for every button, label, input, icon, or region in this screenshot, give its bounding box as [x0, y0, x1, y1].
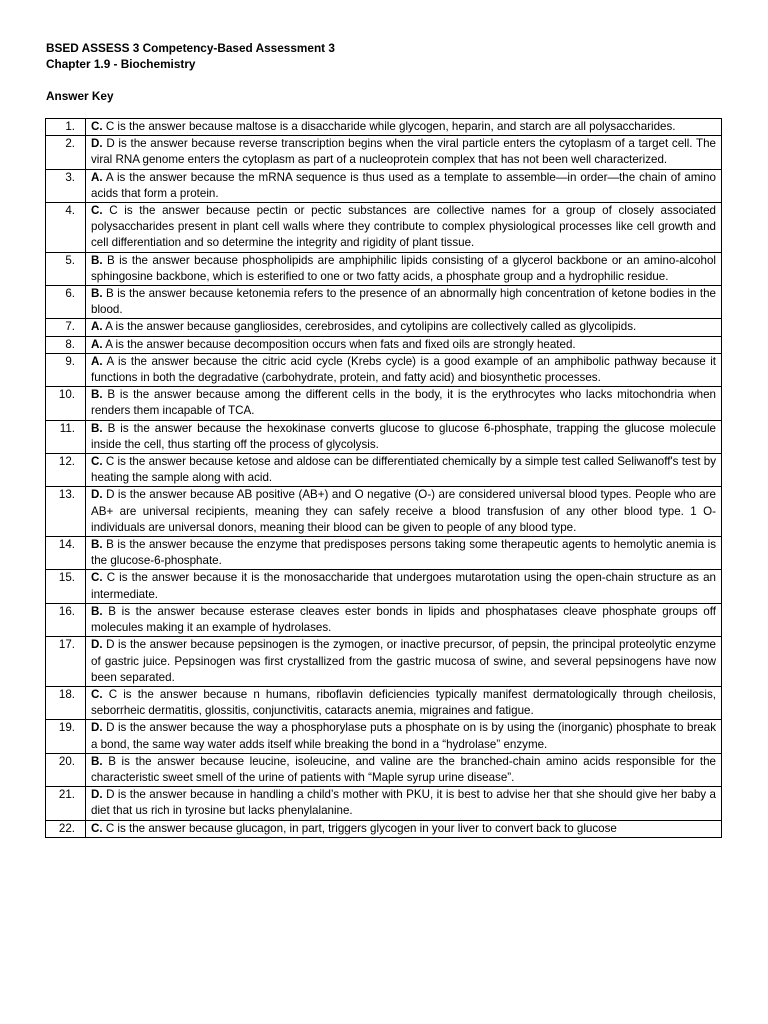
answer-row — [46, 637, 722, 687]
answer-row — [46, 136, 722, 169]
answer-letter: A. — [91, 320, 103, 334]
answer-explanation — [86, 820, 722, 837]
answer-letter: D. — [91, 488, 103, 502]
answer-explanation — [86, 787, 722, 820]
answer-row — [46, 753, 722, 786]
answer-number: 8. — [46, 336, 86, 353]
chapter-title: Chapter 1.9 - Biochemistry — [46, 57, 196, 71]
course-title: BSED ASSESS 3 Competency-Based Assessment 3 — [46, 41, 335, 55]
answer-letter: A. — [91, 354, 103, 368]
answer-number: 2. — [46, 136, 86, 169]
answer-text: D is the answer because pepsinogen is the zymogen, or inactive precursor, of pepsin, the principal proteolytic enzyme of gastric juice. Pepsinogen was first crystallized from the gastric mucosa of swine, and several pepsinogens have now been separated. — [91, 638, 716, 684]
answer-number: 18. — [46, 686, 86, 719]
answer-text: C is the answer because pectin or pectic substances are collective names for a group of closely associated polysaccharides present in plant cell walls where they contribute to complex physiological processes like cell growth and cell differentiation and so determine the integrity and rigidity of plant tissue. — [91, 204, 716, 250]
answer-number: 15. — [46, 570, 86, 603]
answer-letter: C. — [91, 821, 103, 835]
answer-letter: C. — [91, 120, 103, 133]
answer-number: 21. — [46, 787, 86, 820]
answer-text: B is the answer because phospholipids are amphiphilic lipids consisting of a glycerol backbone or an amino-alcohol sphingosine backbone, which is esterified to one or two fatty acids, a phosphate group and a hydrophilic residue. — [91, 253, 716, 283]
answer-explanation — [86, 603, 722, 636]
answer-letter: D. — [91, 788, 103, 802]
answer-explanation — [86, 753, 722, 786]
answer-text: B is the answer because esterase cleaves ester bonds in lipids and phosphatases cleave phosphate groups off molecules making it an example of hydrolases. — [91, 604, 716, 635]
answer-number: 13. — [46, 487, 86, 537]
section-title: Answer Key — [46, 89, 114, 103]
answer-letter: B. — [91, 604, 103, 618]
answer-text: B is the answer because the hexokinase converts glucose to glucose 6-phosphate, trapping the glucose molecule inside the cell, thus starting off the process of glycolysis. — [91, 421, 716, 451]
answer-letter: D. — [91, 721, 103, 735]
answer-explanation — [86, 119, 722, 136]
answer-explanation — [86, 420, 722, 453]
answer-number: 7. — [46, 319, 86, 336]
answer-letter: C. — [91, 687, 103, 701]
answer-explanation — [86, 169, 722, 202]
answer-explanation — [86, 252, 722, 285]
answer-number: 4. — [46, 203, 86, 253]
answer-explanation — [86, 336, 722, 353]
answer-number: 6. — [46, 286, 86, 319]
answer-row — [46, 454, 722, 487]
answer-number: 1. — [46, 119, 86, 136]
answer-explanation — [86, 286, 722, 319]
answer-text: C is the answer because maltose is a disaccharide while glycogen, heparin, and starch are all polysaccharides. — [105, 120, 676, 133]
answer-row — [46, 169, 722, 202]
answer-row — [46, 420, 722, 453]
answer-number: 3. — [46, 169, 86, 202]
answer-row — [46, 387, 722, 420]
answer-text: B is the answer because the enzyme that predisposes persons taking some therapeutic agents to hemolytic anemia is the glucose-6-phosphate. — [91, 538, 716, 568]
answer-explanation — [86, 686, 722, 719]
answer-explanation — [86, 487, 722, 537]
answer-row — [46, 487, 722, 537]
answer-text: C is the answer because glucagon, in part, triggers glycogen in your liver to convert back to glucose — [105, 821, 617, 835]
answer-text: C is the answer because ketose and aldose can be differentiated chemically by a simple test called Seliwanoff's test by heating the sample along with acid. — [91, 455, 716, 485]
answer-number: 19. — [46, 720, 86, 753]
answer-letter: B. — [91, 421, 103, 435]
document-header — [46, 40, 335, 72]
answer-row — [46, 336, 722, 353]
answer-number: 10. — [46, 387, 86, 420]
answer-key-table — [45, 118, 722, 838]
answer-letter: D. — [91, 638, 103, 652]
answer-explanation — [86, 537, 722, 570]
answer-number: 16. — [46, 603, 86, 636]
answer-row — [46, 686, 722, 719]
answer-number: 14. — [46, 537, 86, 570]
answer-row — [46, 319, 722, 336]
answer-explanation — [86, 203, 722, 253]
answer-number: 22. — [46, 820, 86, 837]
answer-letter: B. — [91, 287, 103, 301]
answer-explanation — [86, 353, 722, 386]
answer-letter: C. — [91, 204, 103, 218]
answer-row — [46, 787, 722, 820]
answer-text: B is the answer because ketonemia refers to the presence of an abnormally high concentration of ketone bodies in the blood. — [91, 287, 716, 317]
answer-text: D is the answer because the way a phosphorylase puts a phosphate on is by using the (inorganic) phosphate to break a bond, the same way water adds itself while breaking the bond in a “hydrolase” enzyme. — [91, 721, 716, 751]
answer-text: D is the answer because in handling a child’s mother with PKU, it is best to advise her that she should give her baby a diet that us rich in tyrosine but lacks phenylalanine. — [91, 788, 716, 818]
answer-text: A is the answer because the mRNA sequence is thus used as a template to assemble—in order—the chain of amino acids that form a protein. — [91, 170, 716, 200]
answer-text: C is the answer because n humans, riboflavin deficiencies typically manifest dermatologically through cheilosis, seborrheic dermatitis, glossitis, conjunctivitis, cataracts anemia, migraines and fatigue. — [91, 687, 716, 718]
answer-row — [46, 537, 722, 570]
answer-letter: D. — [91, 137, 103, 151]
answer-explanation — [86, 136, 722, 169]
answer-letter: C. — [91, 455, 103, 469]
answer-text: A is the answer because decomposition occurs when fats and fixed oils are strongly heated. — [105, 337, 576, 351]
answer-letter: A. — [91, 170, 103, 184]
answer-row — [46, 203, 722, 253]
answer-explanation — [86, 570, 722, 603]
answer-text: D is the answer because reverse transcription begins when the viral particle enters the cytoplasm of a target cell. The viral RNA genome enters the cytoplasm as part of a nucleoprotein complex that has not been well characterized. — [91, 137, 716, 167]
answer-number: 12. — [46, 454, 86, 487]
answer-text: A is the answer because the citric acid cycle (Krebs cycle) is a good example of an amphibolic pathway because it functions in both the degradative (carbohydrate, protein, and fatty acid) and biosynthetic processes. — [91, 354, 716, 385]
answer-text: B is the answer because among the different cells in the body, it is the erythrocytes who lacks mitochondria when renders them incapable of TCA. — [91, 388, 716, 418]
answer-row — [46, 603, 722, 636]
answer-explanation — [86, 387, 722, 420]
answer-row — [46, 286, 722, 319]
answer-text: C is the answer because it is the monosaccharide that undergoes mutarotation using the open-chain structure as an intermediate. — [91, 571, 716, 601]
answer-number: 20. — [46, 753, 86, 786]
answer-text: B is the answer because leucine, isoleucine, and valine are the branched-chain amino acids responsible for the characteristic sweet smell of the urine of patients with “Maple syrup urine disease”. — [91, 754, 716, 784]
answer-row — [46, 353, 722, 386]
answer-explanation — [86, 319, 722, 336]
answer-letter: C. — [91, 571, 103, 585]
answer-row — [46, 720, 722, 753]
answer-letter: B. — [91, 388, 103, 402]
answer-row — [46, 119, 722, 136]
answer-text: A is the answer because gangliosides, cerebrosides, and cytolipins are collectively called as glycolipids. — [105, 320, 637, 334]
answer-number: 11. — [46, 420, 86, 453]
answer-letter: B. — [91, 253, 103, 267]
answer-letter: A. — [91, 337, 103, 351]
answer-letter: B. — [91, 538, 103, 552]
answer-row — [46, 570, 722, 603]
answer-text: D is the answer because AB positive (AB+) and O negative (O-) are considered universal blood types. People who are AB+ are universal recipients, meaning they can safely receive a blood transfusion of any other blood type. 1 O- individuals are universal donors, meaning their blood can be given to people of any blood type. — [91, 488, 716, 534]
answer-number: 5. — [46, 252, 86, 285]
answer-number: 17. — [46, 637, 86, 687]
answer-row — [46, 820, 722, 837]
answer-explanation — [86, 454, 722, 487]
answer-letter: B. — [91, 754, 103, 768]
answer-row — [46, 252, 722, 285]
answer-number: 9. — [46, 353, 86, 386]
answer-explanation — [86, 637, 722, 687]
answer-explanation — [86, 720, 722, 753]
